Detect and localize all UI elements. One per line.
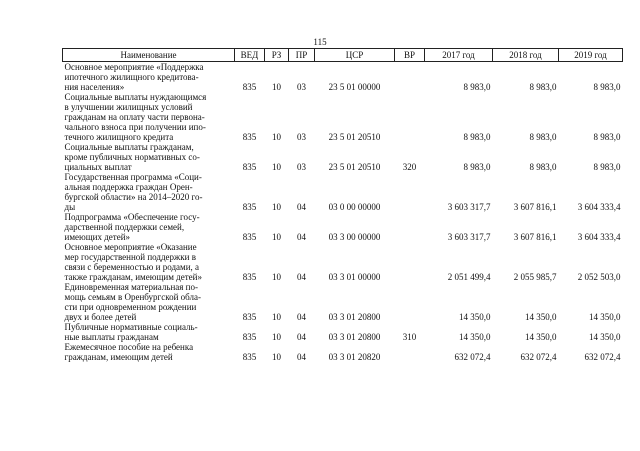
row-vr <box>395 92 425 142</box>
table-row <box>63 242 623 282</box>
row-ved: 835 <box>242 332 257 342</box>
row-ved: 835 <box>242 82 257 92</box>
row-amount-2019: 8 983,0 <box>593 82 621 92</box>
row-name-text: Основное мероприятие «Поддержка ипотечного жилищного кредитова- ния населения» <box>64 62 204 92</box>
row-amount-2018: 8 983,0 <box>529 132 557 142</box>
row-name <box>63 62 235 93</box>
row-amount-2018: 2 055 985,7 <box>513 272 557 282</box>
row-ved: 835 <box>242 232 257 242</box>
row-csr: 03 3 01 20820 <box>328 352 381 362</box>
row-csr: 03 3 01 00000 <box>328 272 381 282</box>
row-rz: 10 <box>272 272 281 282</box>
row-name-text: Государственная программа «Соци- альная поддержка граждан Орен- бургской области» на 2014–2020 го- ды <box>64 172 203 212</box>
row-vr <box>395 212 425 242</box>
row-amount-2017: 14 350,0 <box>459 332 491 342</box>
row-ved: 835 <box>242 132 257 142</box>
header-pr: ПР <box>289 49 315 62</box>
row-amount-2017: 3 603 317,7 <box>447 232 491 242</box>
row-amount-2019: 3 604 333,4 <box>577 202 621 212</box>
row-vr <box>395 62 425 93</box>
row-name-text: Подпрограмма «Обеспечение госу- дарственной поддержки семей, имеющих детей» <box>64 212 200 242</box>
row-vr <box>395 342 425 362</box>
row-csr: 23 5 01 20510 <box>328 132 381 142</box>
row-name <box>63 242 235 282</box>
row-pr: 04 <box>297 202 306 212</box>
table-body <box>63 62 623 363</box>
table-row <box>63 322 623 342</box>
row-amount-2017: 8 983,0 <box>463 132 491 142</box>
row-ved: 835 <box>242 312 257 322</box>
table-row <box>63 172 623 212</box>
row-vr: 310 <box>402 332 417 342</box>
row-vr <box>395 282 425 322</box>
table-row <box>63 62 623 93</box>
row-name-text: Единовременная материальная по- мощь семьям в Оренбургской обла- сти при одновременном рождении двух и более детей <box>64 282 202 322</box>
row-amount-2019: 8 983,0 <box>593 132 621 142</box>
row-name-text: Ежемесячное пособие на ребенка гражданам, имеющим детей <box>64 342 194 362</box>
row-amount-2017: 8 983,0 <box>463 162 491 172</box>
row-csr: 03 0 00 00000 <box>328 202 381 212</box>
row-pr: 04 <box>297 232 306 242</box>
header-name: Наименование <box>63 49 235 62</box>
header-csr: ЦСР <box>315 49 395 62</box>
row-pr: 03 <box>297 162 306 172</box>
row-name-text: Основное мероприятие «Оказание мер государственной поддержки в связи с беременностью и родами, а также гражданам, имеющим детей» <box>64 242 202 282</box>
row-amount-2017: 632 072,4 <box>454 352 491 362</box>
row-amount-2019: 632 072,4 <box>584 352 621 362</box>
row-amount-2018: 14 350,0 <box>525 312 557 322</box>
row-rz: 10 <box>272 352 281 362</box>
row-amount-2018: 3 607 816,1 <box>513 232 557 242</box>
row-csr: 03 3 01 20800 <box>328 312 381 322</box>
row-amount-2019: 2 052 503,0 <box>577 272 621 282</box>
row-amount-2018: 3 607 816,1 <box>513 202 557 212</box>
row-name <box>63 212 235 242</box>
row-rz: 10 <box>272 132 281 142</box>
row-name <box>63 322 235 342</box>
row-ved: 835 <box>242 272 257 282</box>
row-ved: 835 <box>242 162 257 172</box>
table-row <box>63 142 623 172</box>
row-vr: 320 <box>402 162 417 172</box>
row-name-text: Социальные выплаты гражданам, кроме публичных нормативных со- циальных выплат <box>64 142 200 172</box>
row-amount-2017: 8 983,0 <box>463 82 491 92</box>
row-csr: 03 3 00 00000 <box>328 232 381 242</box>
row-ved: 835 <box>242 202 257 212</box>
row-pr: 04 <box>297 352 306 362</box>
page-number: 115 <box>313 37 327 47</box>
header-2017: 2017 год <box>425 49 493 62</box>
row-rz: 10 <box>272 232 281 242</box>
row-amount-2019: 14 350,0 <box>589 332 621 342</box>
row-pr: 03 <box>297 132 306 142</box>
row-csr: 03 3 01 20800 <box>328 332 381 342</box>
row-amount-2019: 14 350,0 <box>589 312 621 322</box>
row-ved: 835 <box>242 352 257 362</box>
header-ved: ВЕД <box>235 49 265 62</box>
row-amount-2018: 14 350,0 <box>525 332 557 342</box>
budget-table <box>62 48 623 362</box>
row-amount-2019: 3 604 333,4 <box>577 232 621 242</box>
row-rz: 10 <box>272 162 281 172</box>
row-amount-2019: 8 983,0 <box>593 162 621 172</box>
row-rz: 10 <box>272 202 281 212</box>
row-csr: 23 5 01 00000 <box>328 82 381 92</box>
row-pr: 04 <box>297 332 306 342</box>
row-name <box>63 92 235 142</box>
row-rz: 10 <box>272 82 281 92</box>
row-amount-2018: 632 072,4 <box>520 352 557 362</box>
row-amount-2017: 2 051 499,4 <box>447 272 491 282</box>
row-amount-2017: 14 350,0 <box>459 312 491 322</box>
table-row <box>63 92 623 142</box>
row-name <box>63 172 235 212</box>
table-header-row <box>63 49 623 62</box>
table-row <box>63 282 623 322</box>
header-vr: ВР <box>395 49 425 62</box>
row-rz: 10 <box>272 332 281 342</box>
row-pr: 03 <box>297 82 306 92</box>
row-name-text: Публичные нормативные социаль- ные выплаты гражданам <box>64 322 198 342</box>
row-pr: 04 <box>297 312 306 322</box>
row-amount-2018: 8 983,0 <box>529 82 557 92</box>
row-name <box>63 142 235 172</box>
row-pr: 04 <box>297 272 306 282</box>
row-vr <box>395 172 425 212</box>
row-vr <box>395 242 425 282</box>
row-csr: 23 5 01 20510 <box>328 162 381 172</box>
row-rz: 10 <box>272 312 281 322</box>
row-amount-2017: 3 603 317,7 <box>447 202 491 212</box>
header-rz: РЗ <box>265 49 289 62</box>
row-amount-2018: 8 983,0 <box>529 162 557 172</box>
header-2018: 2018 год <box>493 49 559 62</box>
row-name <box>63 342 235 362</box>
table-row <box>63 212 623 242</box>
row-name <box>63 282 235 322</box>
header-2019: 2019 год <box>559 49 623 62</box>
table-row <box>63 342 623 362</box>
row-name-text: Социальные выплаты нуждающимся в улучшении жилищных условий гражданам на оплату части первона- чального взноса при получении ипо- течного жилищного кредита <box>64 92 207 142</box>
